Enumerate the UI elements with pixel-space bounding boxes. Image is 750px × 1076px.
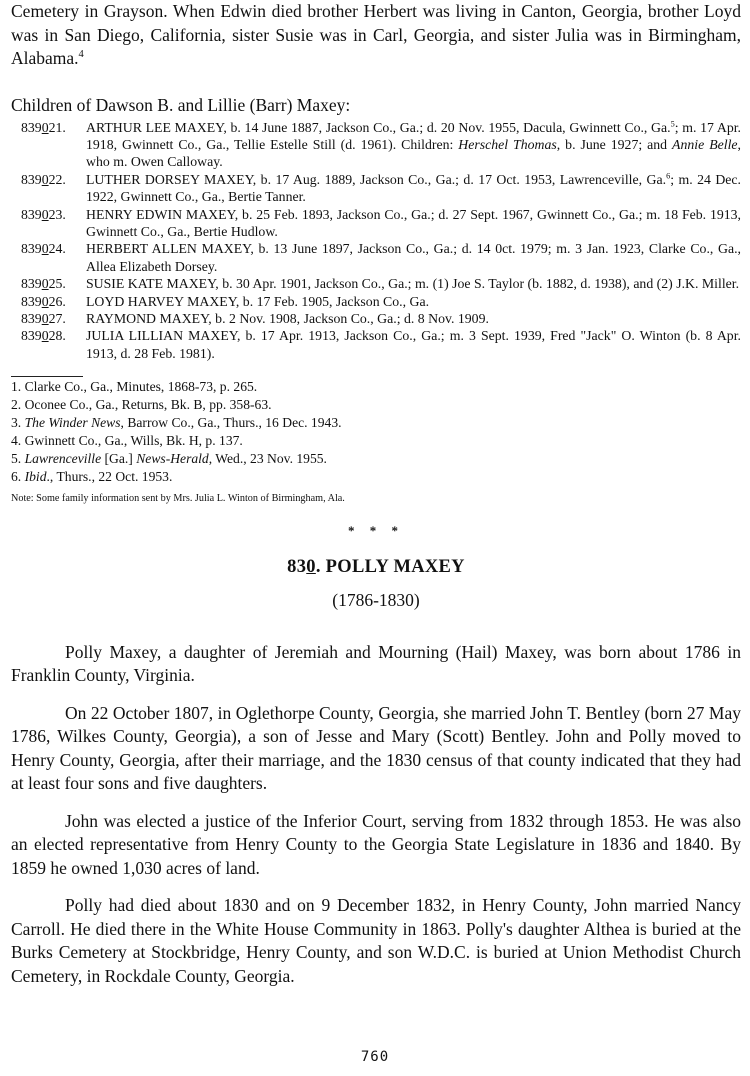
footnote: 1. Clarke Co., Ga., Minutes, 1868-73, p. 265. [11,379,258,395]
footnote: 3. The Winder News, Barrow Co., Ga., Thurs., 16 Dec. 1943. [11,415,342,430]
child-number: 839024. [21,241,66,257]
footnote-ref: 4 [78,49,84,61]
source-note: Note: Some family information sent by Mrs. Julia L. Winton of Birmingham, Ala. [11,492,345,504]
footnote: 2. Oconee Co., Ga., Returns, Bk. B, pp. 358-63. [11,397,272,413]
child-text: HERBERT ALLEN MAXEY, b. 13 June 1897, Jackson Co., Ga.; d. 14 0ct. 1979; m. 3 Jan. 1923, Clarke Co., Ga., Allea Elizabeth Dorsey. [86,241,741,274]
child-entry [11,327,741,362]
footnote: 5. Lawrenceville [Ga.] News-Herald, Wed., 23 Nov. 1955. [11,450,327,466]
child-number: 839021. [21,119,66,135]
children-heading: Children of Dawson B. and Lillie (Barr) Maxey: [11,94,351,115]
body-paragraph: John was elected a justice of the Inferior Court, serving from 1832 through 1853. He was also an elected representative from Henry County to the Georgia State Legislature in 1836 and 1840. By 1859 he owned 1,030 acres of land. [11,810,741,878]
child-number: 839025. [21,276,66,292]
page-content [11,0,741,988]
child-entry [11,240,741,275]
child-number: 839022. [21,171,66,187]
footnotes [11,378,741,485]
child-name-italic: Herschel Thomas [458,136,557,152]
section-dates: (1786-1830) [332,589,420,610]
footnote-divider [11,376,83,377]
child-text: RAYMOND MAXEY, b. 2 Nov. 1908, Jackson Co., Ga.; d. 8 Nov. 1909. [86,310,489,326]
child-number: 839027. [21,310,66,326]
child-entry [11,275,741,292]
child-entry [11,206,741,241]
child-entry [11,310,741,327]
footnote-ref: 6 [666,171,671,181]
body-paragraph: Polly Maxey, a daughter of Jeremiah and Mourning (Hail) Maxey, was born about 1786 in Franklin County, Virginia. [11,641,741,686]
child-text: JULIA LILLIAN MAXEY, b. 17 Apr. 1913, Jackson Co., Ga.; m. 3 Sept. 1939, Fred "Jack" O. Winton (b. 8 Apr. 1913, d. 28 Feb. 1981). [86,328,741,361]
child-entry: 839022. LUTHER DORSEY MAXEY, b. 17 Aug. 1889, Jackson Co., Ga.; d. 17 Oct. 1953, Lawrenceville, Ga.$^6$; m. 24 Dec. 1922, Gwinnett Co., Ga., Bertie Tanner. [21,171,741,205]
child-text: LOYD HARVEY MAXEY, b. 17 Feb. 1905, Jackson Co., Ga. [86,293,430,309]
child-number: 839026. [21,293,66,309]
child-text: HENRY EDWIN MAXEY, b. 25 Feb. 1893, Jackson Co., Ga.; d. 27 Sept. 1967, Gwinnett Co., Ga.; m. 18 Feb. 1913, Gwinnett Co., Ga., Bertie Hudlow. [86,206,741,239]
child-name-italic: Annie Belle [672,136,738,152]
intro-text: Cemetery in Grayson. When Edwin died brother Herbert was living in Canton, Georgia, brother Loyd was in San Diego, California, sister Susie was in Carl, Georgia, and sister Julia was in Birmingham, Alabama. [11,1,741,68]
body-paragraph: On 22 October 1807, in Oglethorpe County, Georgia, she married John T. Bentley (born 27 May 1786, Wilkes County, Georgia), a son of Jesse and Mary (Scott) Bentley. John and Polly moved to Henry County, Georgia, after their marriage, and the 1830 census of that county indicated that they had at least four sons and five daughters. [11,702,741,794]
child-entry: 839021. ARTHUR LEE MAXEY, b. 14 June 1887, Jackson Co., Ga.; d. 20 Nov. 1955, Dacula, Gwinnett Co., Ga.$^5$; m. 17 Apr. 1918, Gwinnett Co., Ga., Tellie Estelle Still (d. 1961). Children: Herschel Thomas, b. June 1927; and Annie Belle, who m. Owen Calloway. [21,118,741,170]
intro-paragraph [11,0,741,71]
footnote: 4. Gwinnett Co., Ga., Wills, Bk. H, p. 137. [11,432,243,448]
section-separator: * * * [348,522,404,538]
footnote-ref: 5 [670,118,675,128]
section-title: 830. POLLY MAXEY [287,556,465,577]
child-number: 839023. [21,206,66,222]
child-text: LUTHER DORSEY MAXEY, b. 17 Aug. 1889, Jackson Co., Ga.; d. 17 Oct. 1953, Lawrenceville, Ga. [86,171,667,187]
page-number: 760 [360,1049,390,1065]
body-paragraph: Polly had died about 1830 and on 9 December 1832, in Henry County, John married Nancy Carroll. He died there in the White House Community in 1863. Polly's daughter Althea is buried at the Burks Cemetery at Stockbridge, Henry County, and son W.D.C. is buried at Union Methodist Church Cemetery, in Rockdale County, Georgia. [11,895,741,986]
child-entry [11,293,741,310]
footnote: 6. Ibid., Thurs., 22 Oct. 1953. [11,468,173,484]
child-text: SUSIE KATE MAXEY, b. 30 Apr. 1901, Jackson Co., Ga.; m. (1) Joe S. Taylor (b. 1882, d. 1938), and (2) J.K. Miller. [86,276,740,292]
child-text: ARTHUR LEE MAXEY, b. 14 June 1887, Jackson Co., Ga.; d. 20 Nov. 1955, Dacula, Gwinnett Co., Ga. [86,119,671,135]
child-number: 839028. [21,328,66,344]
children-list [11,119,741,363]
